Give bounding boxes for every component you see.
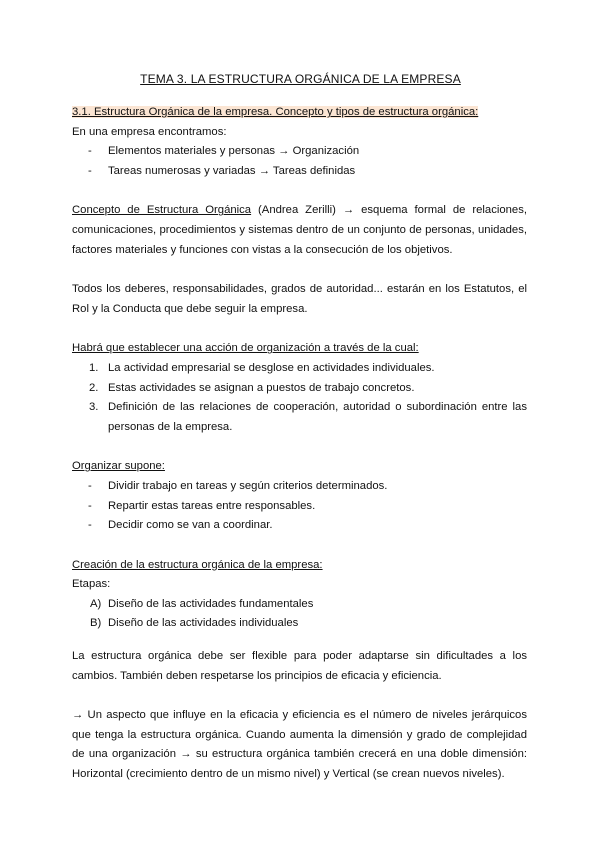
section-heading-3-1-text: 3.1. Estructura Orgánica de la empresa. Concepto y tipos de estructura orgánica: bbox=[72, 106, 479, 118]
creation-heading bbox=[72, 556, 527, 576]
dash-marker: - bbox=[88, 499, 92, 512]
dash-marker: - bbox=[88, 145, 92, 158]
elements-list bbox=[72, 142, 527, 181]
intro-text: En una empresa encontramos: bbox=[72, 125, 227, 138]
list-item-text: Tareas numerosas y variadas → Tareas definidas bbox=[108, 164, 356, 177]
number-marker: 1. bbox=[89, 361, 99, 374]
action-heading-text: Habrá que establecer una acción de organización a través de la cual: bbox=[72, 342, 419, 355]
list-item bbox=[72, 162, 527, 182]
list-item bbox=[72, 497, 527, 517]
list-item-text: Repartir estas tareas entre responsables. bbox=[108, 499, 316, 512]
list-item-text: Diseño de las actividades individuales bbox=[108, 617, 299, 630]
list-item bbox=[72, 142, 527, 162]
concept-paragraph bbox=[72, 201, 527, 260]
document-page bbox=[72, 70, 527, 785]
action-heading bbox=[72, 339, 527, 359]
list-item-text: Definición de las relaciones de cooperación, autoridad o subordinación entre las personas de la empresa. bbox=[108, 401, 527, 433]
number-marker: 2. bbox=[89, 381, 99, 394]
list-item bbox=[72, 595, 527, 615]
list-item-text: Dividir trabajo en tareas y según criterios determinados. bbox=[108, 479, 388, 492]
action-list bbox=[72, 359, 527, 437]
organize-heading-text: Organizar supone: bbox=[72, 460, 165, 473]
hierarchy-paragraph: → Un aspecto que influye en la eficacia y eficiencia es el número de niveles jerárquicos que tenga la estructura orgánica. Cuando aumenta la dimensión y grado de complejidad de una organización → su estructura orgánica también crecerá en una doble dimensión: Horizontal (crecimiento dentro de un mismo nivel) y Vertical (se crean nuevos niveles). bbox=[72, 709, 527, 781]
document-title: TEMA 3. LA ESTRUCTURA ORGÁNICA DE LA EMPRESA bbox=[140, 72, 461, 86]
organize-heading bbox=[72, 457, 527, 477]
list-item-text: La actividad empresarial se desglose en actividades individuales. bbox=[108, 361, 435, 374]
organize-list bbox=[72, 477, 527, 536]
letter-marker: A) bbox=[90, 597, 102, 610]
stages-list bbox=[72, 595, 527, 634]
list-item-text: Elementos materiales y personas → Organización bbox=[108, 145, 360, 158]
list-item bbox=[72, 614, 527, 634]
dash-marker: - bbox=[88, 164, 92, 177]
concept-term: Concepto de Estructura Orgánica bbox=[72, 204, 252, 217]
duties-paragraph: Todos los deberes, responsabilidades, grados de autoridad... estarán en los Estatutos, el Rol y la Conducta que debe seguir la empresa. bbox=[72, 283, 527, 315]
dash-marker: - bbox=[88, 479, 92, 492]
flexibility-paragraph: La estructura orgánica debe ser flexible para poder adaptarse sin dificultades a los cambios. También deben respetarse los principios de eficacia y eficiencia. bbox=[72, 650, 527, 682]
list-item bbox=[72, 359, 527, 379]
list-item-text: Estas actividades se asignan a puestos de trabajo concretos. bbox=[108, 381, 415, 394]
dash-marker: - bbox=[88, 519, 92, 532]
concept-definition: (Andrea Zerilli) → esquema formal de relaciones, comunicaciones, procedimientos y sistemas dentro de un conjunto de personas, unidades, factores materiales y funciones con vistas a la consecución de los objetivos. bbox=[72, 204, 527, 256]
list-item-text: Decidir como se van a coordinar. bbox=[108, 519, 273, 532]
list-item bbox=[72, 516, 527, 536]
stages-label: Etapas: bbox=[72, 578, 111, 591]
creation-heading-text: Creación de la estructura orgánica de la empresa: bbox=[72, 558, 323, 571]
list-item bbox=[72, 379, 527, 399]
number-marker: 3. bbox=[89, 401, 99, 414]
letter-marker: B) bbox=[90, 617, 102, 630]
list-item bbox=[72, 477, 527, 497]
section-heading-3-1 bbox=[72, 103, 527, 123]
list-item-text: Diseño de las actividades fundamentales bbox=[108, 597, 314, 610]
list-item bbox=[72, 398, 527, 437]
